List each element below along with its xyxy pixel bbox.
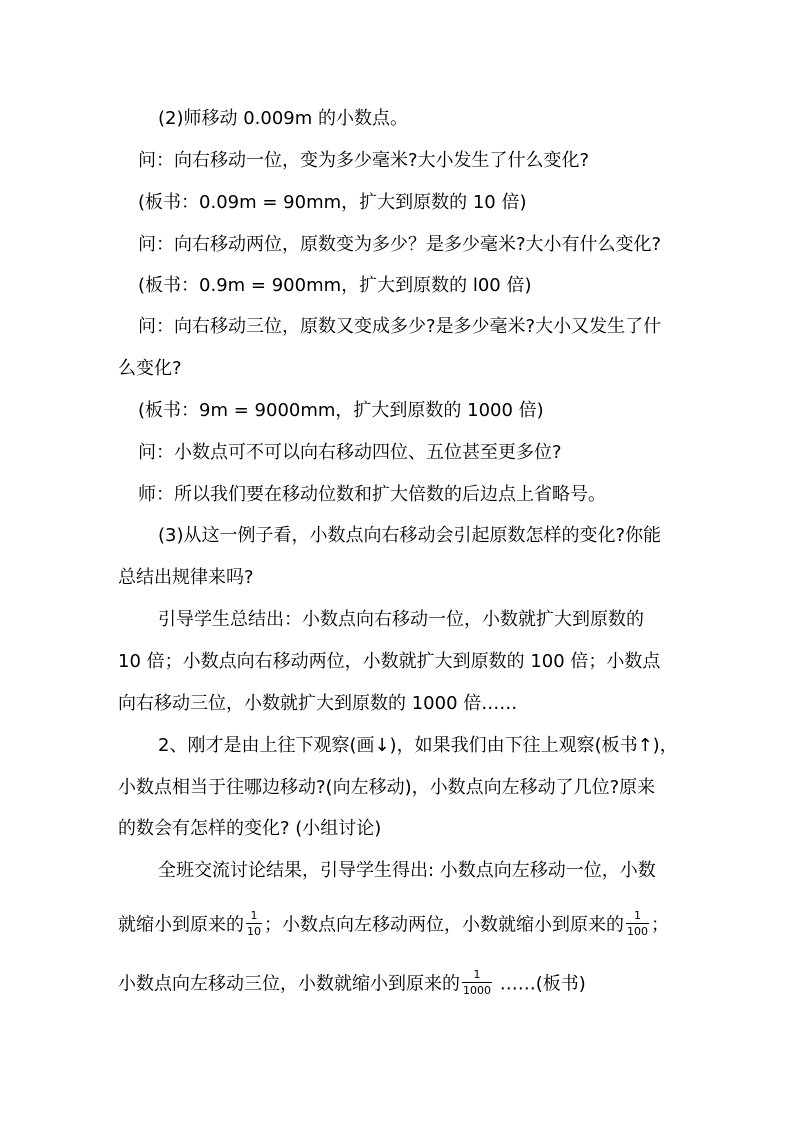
text-line: 问：向右移动一位，变为多少毫米?大小发生了什么变化? (138, 150, 590, 171)
fraction-one-tenth (246, 909, 262, 938)
text-line-fraction (118, 970, 586, 999)
fraction-denominator: 10 (247, 925, 261, 938)
fraction-numerator: 1 (626, 909, 649, 924)
fraction-denominator: 1000 (463, 984, 491, 997)
text-segment: 就缩小到原来的 (118, 914, 244, 936)
text-segment: ；小数点向左移动两位，小数就缩小到原来的 (264, 914, 624, 936)
text-line: 问：小数点可不可以向右移动四位、五位甚至更多位? (138, 442, 562, 463)
text-segment: ……(板书) (494, 973, 586, 995)
text-line: (板书：9m = 9000mm，扩大到原数的 1000 倍) (138, 400, 544, 421)
fraction-denominator: 100 (627, 925, 648, 938)
text-line: (3)从这一例子看，小数点向右移动会引起原数怎样的变化?你能 (158, 525, 662, 546)
text-line: 向右移动三位，小数就扩大到原数的 1000 倍…… (118, 693, 518, 714)
text-line: 2、刚才是由上往下观察(画↓)，如果我们由下往上观察(板书↑)， (158, 735, 678, 756)
fraction-numerator: 1 (246, 909, 262, 924)
text-line: 师：所以我们要在移动位数和扩大倍数的后边点上省略号。 (138, 484, 606, 505)
text-line: 么变化? (118, 358, 182, 379)
text-line: 小数点相当于往哪边移动?(向左移动)，小数点向左移动了几位?原来 (118, 777, 656, 798)
text-line: 引导学生总结出：小数点向右移动一位，小数就扩大到原数的 (158, 609, 644, 630)
text-segment: 小数点向左移动三位，小数就缩小到原来的 (118, 973, 460, 995)
text-line: (2)师移动 0.009m 的小数点。 (158, 108, 409, 129)
text-line: 的数会有怎样的变化? (小组讨论) (118, 818, 382, 839)
fraction-one-hundredth (626, 909, 649, 938)
text-line: 总结出规律来吗? (118, 567, 254, 588)
text-line: 问：向右移动两位，原数变为多少？是多少毫米?大小有什么变化? (138, 234, 662, 255)
text-line: (板书：0.09m = 90mm，扩大到原数的 10 倍) (138, 192, 527, 213)
fraction-numerator: 1 (462, 968, 492, 983)
fraction-one-thousandth (462, 968, 492, 997)
text-segment: ； (651, 914, 669, 936)
text-line: 问：向右移动三位，原数又变成多少?是多少毫米?大小又发生了什 (138, 316, 662, 337)
text-line: 全班交流讨论结果，引导学生得出: 小数点向左移动一位，小数 (158, 860, 656, 881)
text-line: 10 倍；小数点向右移动两位，小数就扩大到原数的 100 倍；小数点 (118, 651, 661, 672)
text-line: (板书：0.9m = 900mm，扩大到原数的 l00 倍) (138, 275, 532, 296)
text-line-fractions (118, 911, 669, 940)
